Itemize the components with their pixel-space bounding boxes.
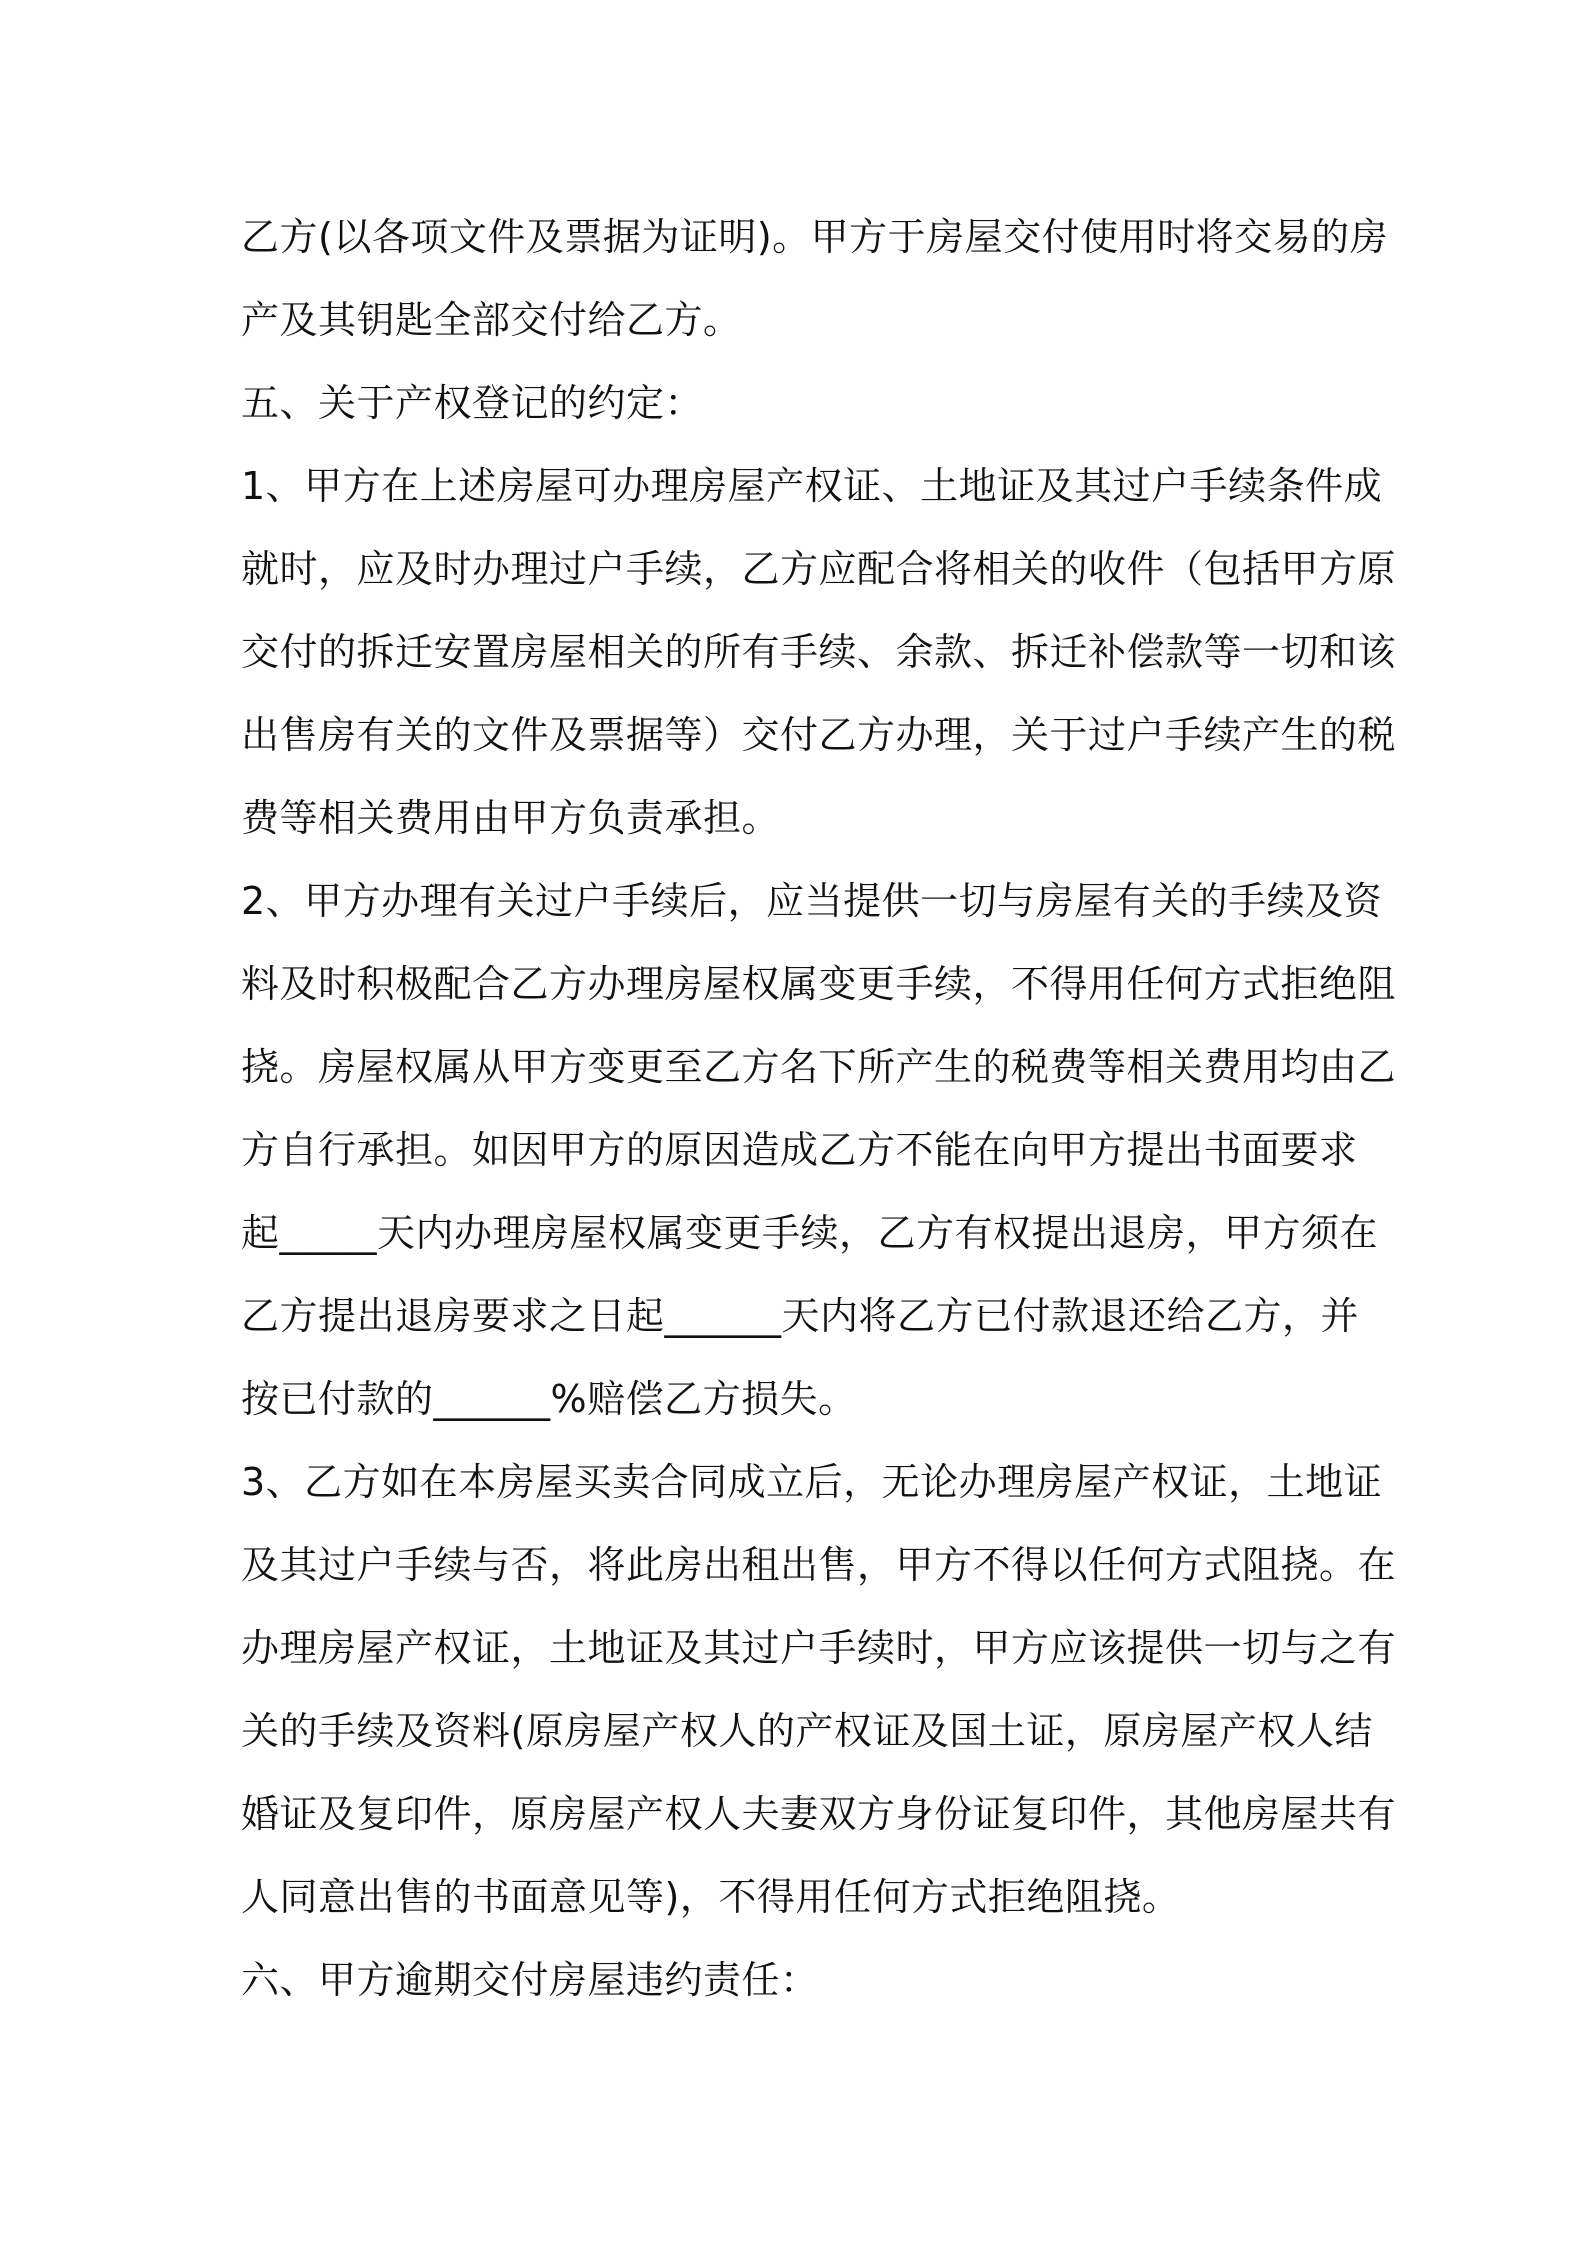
text-line: 方自行承担。如因甲方的原因造成乙方不能在向甲方提出书面要求 (241, 1128, 1358, 1172)
document-body (241, 196, 1397, 2022)
text-line: 出售房有关的文件及票据等）交付乙方办理，关于过户手续产生的税 (241, 713, 1397, 757)
text-line: 2、甲方办理有关过户手续后，应当提供一切与房屋有关的手续及资 (241, 879, 1383, 923)
text-line: 料及时积极配合乙方办理房屋权属变更手续，不得用任何方式拒绝阻 (241, 962, 1397, 1006)
text-line: 1、甲方在上述房屋可办理房屋产权证、土地证及其过户手续条件成 (241, 464, 1383, 508)
text-line: 关的手续及资料(原房屋产权人的产权证及国土证，原房屋产权人结 (241, 1709, 1373, 1753)
text-line: 办理房屋产权证，土地证及其过户手续时，甲方应该提供一切与之有 (241, 1626, 1397, 1670)
text-line: 起_____天内办理房屋权属变更手续，乙方有权提出退房，甲方须在 (241, 1211, 1379, 1255)
section-heading: 六、甲方逾期交付房屋违约责任： (241, 1958, 819, 2002)
text-line: 3、乙方如在本房屋买卖合同成立后，无论办理房屋产权证，土地证 (241, 1460, 1383, 1504)
text-line: 乙方(以各项文件及票据为证明)。甲方于房屋交付使用时将交易的房 (241, 215, 1389, 259)
text-line: 按已付款的______%赔偿乙方损失。 (241, 1377, 857, 1421)
text-line: 乙方提出退房要求之日起______天内将乙方已付款退还给乙方，并 (241, 1294, 1360, 1338)
text-line: 费等相关费用由甲方负责承担。 (241, 796, 781, 840)
text-line: 产及其钥匙全部交付给乙方。 (241, 298, 742, 342)
text-line: 婚证及复印件，原房屋产权人夫妻双方身份证复印件，其他房屋共有 (241, 1792, 1397, 1836)
text-line: 及其过户手续与否，将此房出租出售，甲方不得以任何方式阻挠。在 (241, 1543, 1397, 1587)
text-line: 挠。房屋权属从甲方变更至乙方名下所产生的税费等相关费用均由乙 (241, 1045, 1397, 1089)
section-heading: 五、关于产权登记的约定： (241, 381, 704, 425)
text-line: 交付的拆迁安置房屋相关的所有手续、余款、拆迁补偿款等一切和该 (241, 630, 1397, 674)
text-line: 就时，应及时办理过户手续，乙方应配合将相关的收件（包括甲方原 (241, 547, 1397, 591)
text-line: 人同意出售的书面意见等)，不得用任何方式拒绝阻挠。 (241, 1875, 1181, 1919)
